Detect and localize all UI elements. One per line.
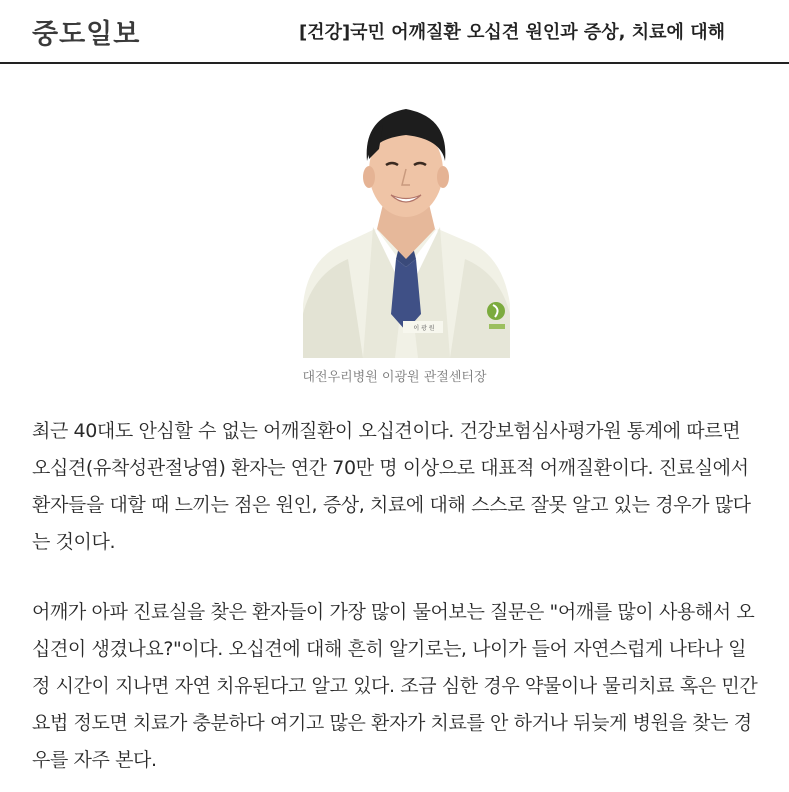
- doctor-photo: [303, 99, 510, 358]
- site-logo[interactable]: 중도일보: [32, 19, 141, 50]
- article-paragraph: 어깨가 아파 진료실을 찾은 환자들이 가장 많이 물어보는 질문은 "어깨를 많이 사용해서 오십견이 생겼나요?"이다. 오십견에 대해 흔히 알기로는, 나이가 들어 자연스럽게 나타나 일정 시간이 지나면 자연 치유된다고 알고 있다. 조금 심한 경우 약물이나 물리치료 혹은 민간요법 정도면 치료가 충분하다 여기고 많은 환자가 치료를 안 하거나 뒤늦게 병원을 찾는 경우를 자주 본다.: [32, 601, 758, 771]
- article-paragraph: 최근 40대도 안심할 수 없는 어깨질환이 오십견이다. 건강보험심사평가원 통계에 따르면 오십견(유착성관절낭염) 환자는 연간 70만 명 이상으로 대표적 어깨질환이다. 진료실에서 환자들을 대할 때 느끼는 점은 원인, 증상, 치료에 대해 스스로 잘못 알고 있는 경우가 많다는 것이다.: [32, 420, 751, 553]
- site-header: [0, 0, 789, 64]
- doctor-portrait-image: [303, 99, 510, 358]
- name-tag-text: 이 광 원: [413, 325, 435, 332]
- photo-caption: 대전우리병원 이광원 관절센터장: [302, 370, 487, 385]
- article-headline: [건강]국민 어깨질환 오십견 원인과 증상, 치료에 대해: [298, 22, 725, 43]
